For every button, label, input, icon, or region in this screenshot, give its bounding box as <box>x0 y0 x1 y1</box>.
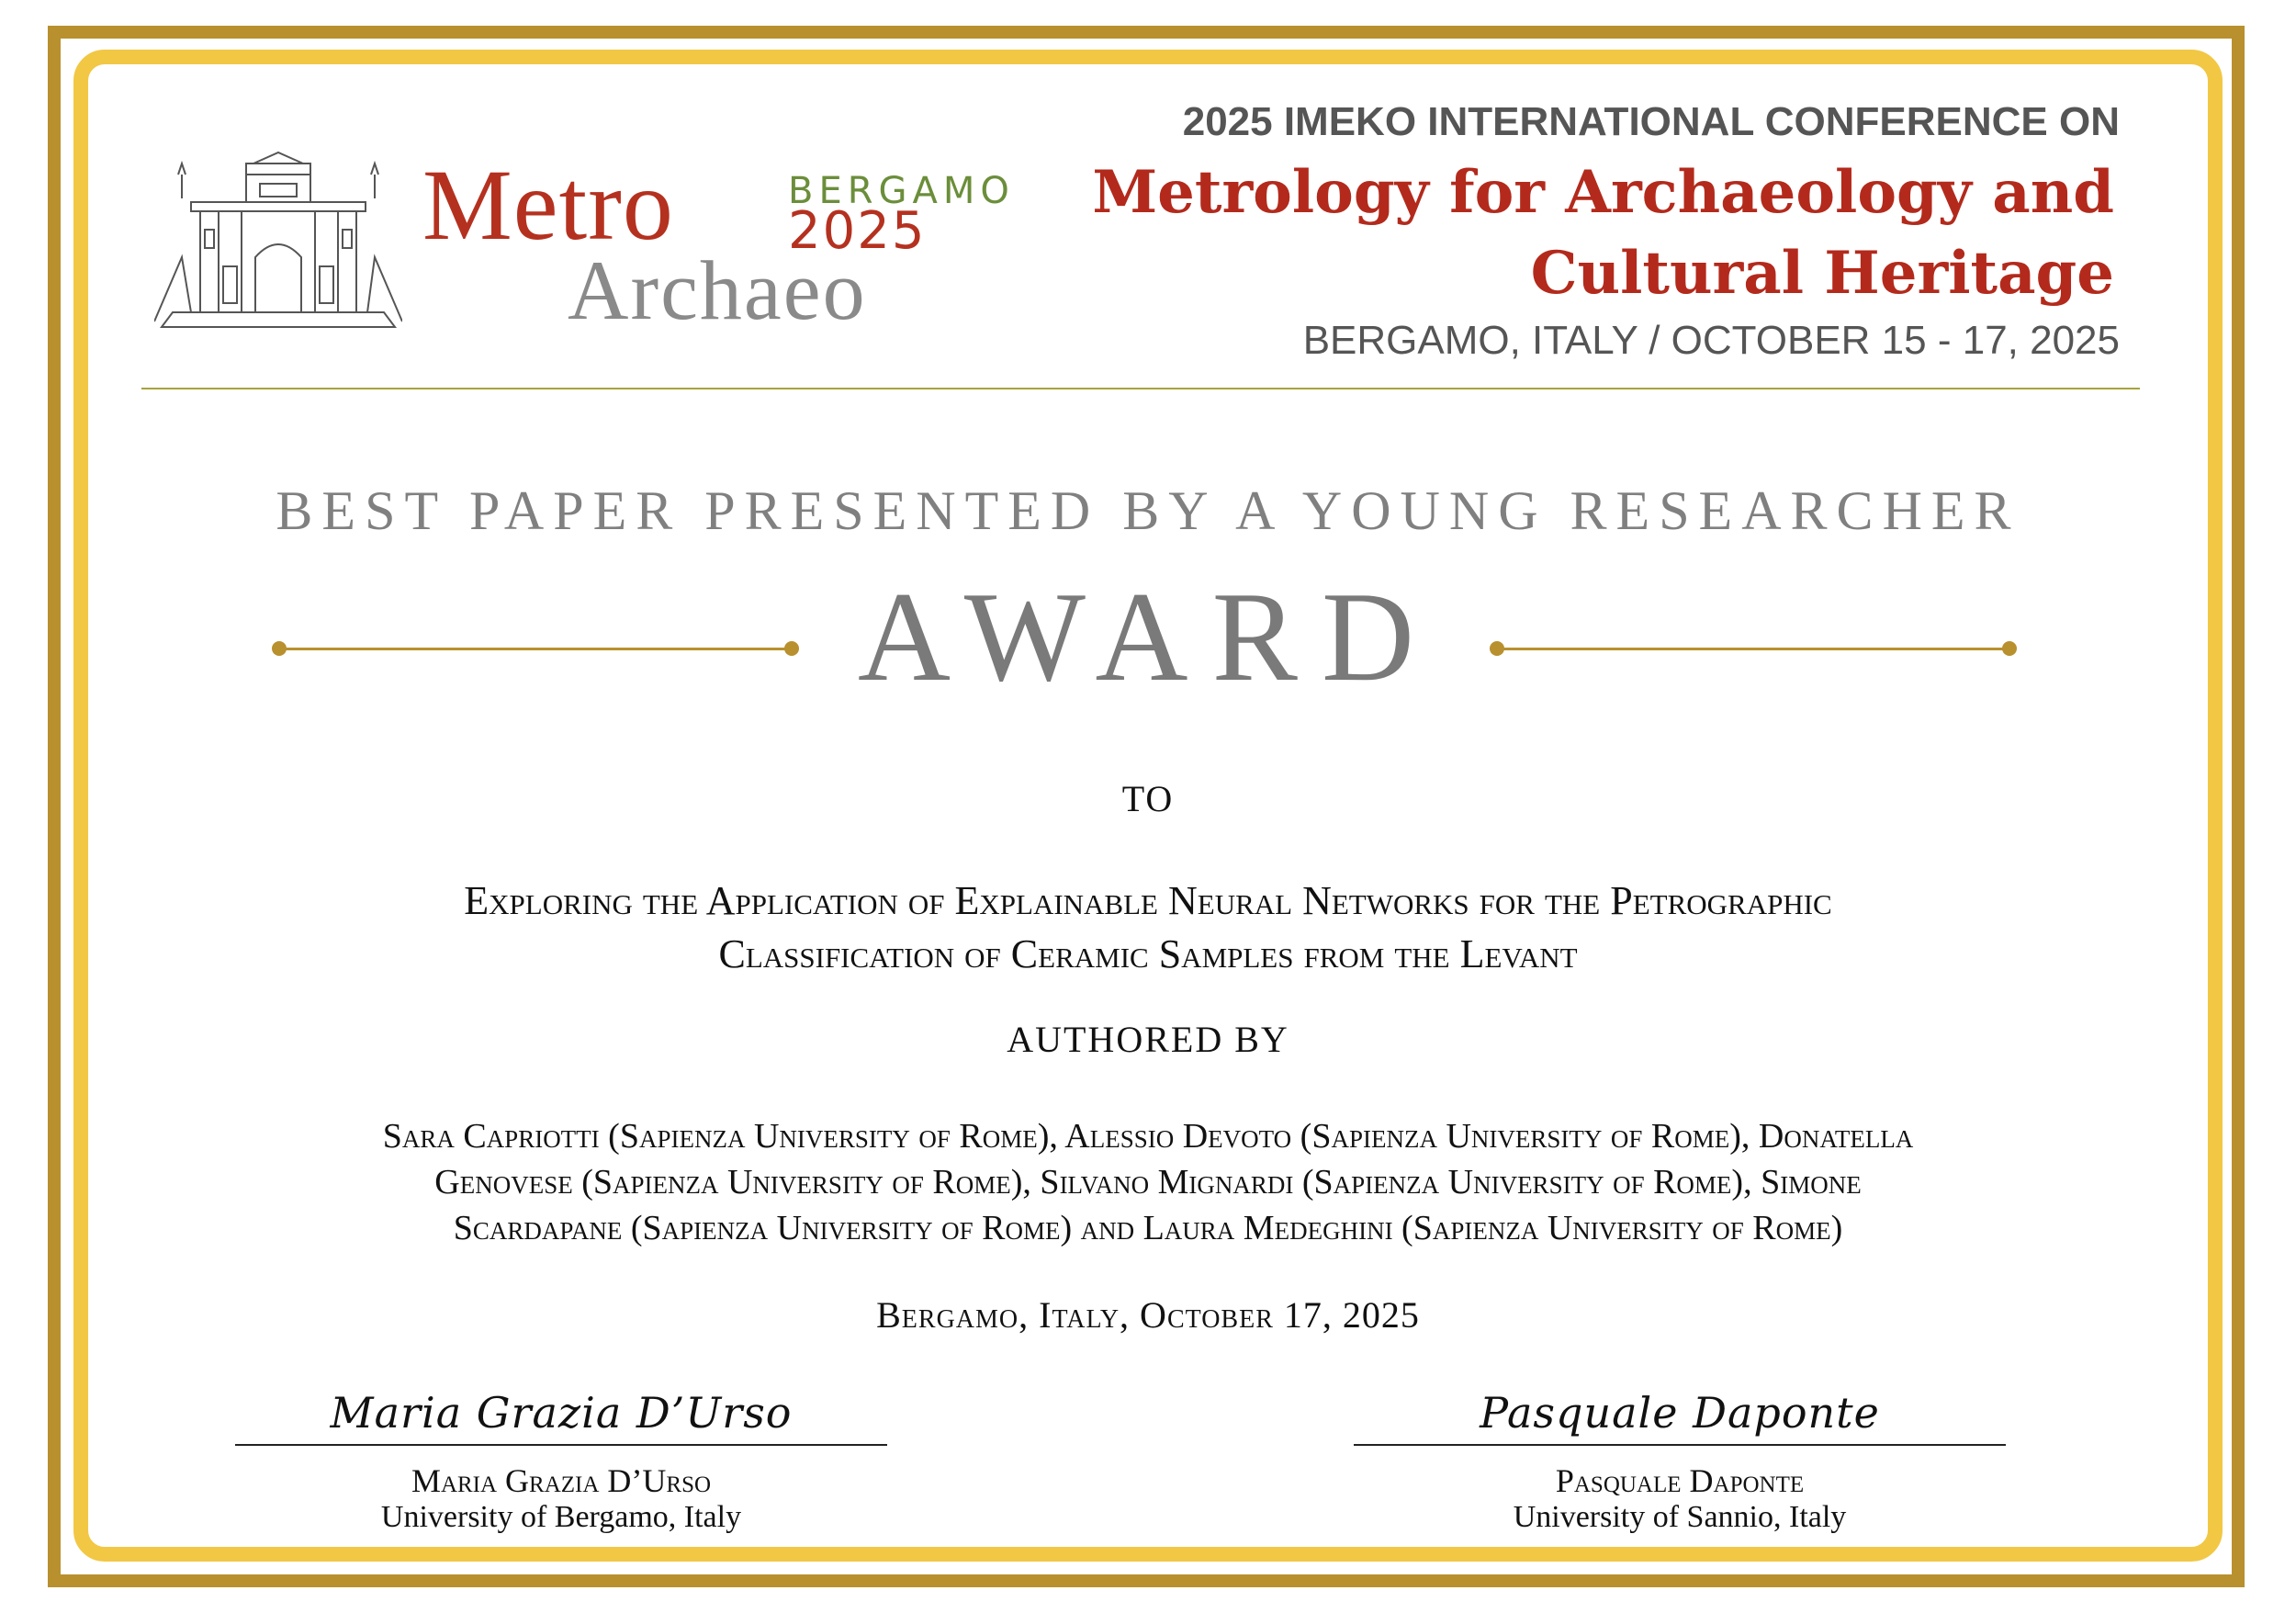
logo-archaeo-text: Archaeo <box>568 243 867 337</box>
authors-list <box>184 1113 2112 1251</box>
conference-heading: 2025 IMEKO INTERNATIONAL CONFERENCE ON <box>1182 99 2120 144</box>
handwritten-signature: Pasquale Daponte <box>1480 1388 1880 1438</box>
award-to-label: TO <box>1121 778 1175 819</box>
logo-year-text: 2025 <box>788 201 927 261</box>
signatory-affiliation: University of Bergamo, Italy <box>380 1500 742 1534</box>
paper-title-line-2: Classification of Ceramic Samples from the Levant <box>718 931 1578 976</box>
signature-line <box>235 1444 887 1446</box>
signature-line <box>1354 1444 2006 1446</box>
authors-line-3: Scardapane (Sapienza University of Rome) and Laura Medeghini (Sapienza University of Rome) <box>453 1209 1843 1247</box>
paper-title-line-1: Exploring the Application of Explainable Neural Networks for the Petrographic <box>464 878 1832 923</box>
conference-title <box>1058 152 2114 314</box>
paper-title <box>230 874 2066 981</box>
logo-bergamo-text: BERGAMO <box>788 170 1015 212</box>
conference-location-dates: BERGAMO, ITALY / OCTOBER 15 - 17, 2025 <box>1302 318 2120 363</box>
handwritten-signature: Maria Grazia D’Urso <box>330 1388 793 1438</box>
conference-title-line-2: Cultural Heritage <box>1530 239 2114 308</box>
signatory-name: Maria Grazia D’Urso <box>411 1462 712 1499</box>
place-and-date: Bergamo, Italy, October 17, 2025 <box>876 1294 1420 1336</box>
conference-title-line-1: Metrology for Archaeology and <box>1092 158 2114 227</box>
signature-block-left <box>235 1385 887 1536</box>
authored-by-label: AUTHORED BY <box>1007 1019 1289 1060</box>
signatory-affiliation: University of Sannio, Italy <box>1513 1500 1847 1534</box>
award-subtitle: BEST PAPER PRESENTED BY A YOUNG RESEARCHER <box>276 480 2020 541</box>
signatory-name: Pasquale Daponte <box>1555 1462 1805 1499</box>
award-title: AWARD <box>857 566 1439 708</box>
authors-line-2: Genovese (Sapienza University of Rome), Silvano Mignardi (Sapienza University of Rome), Simone <box>434 1163 1862 1201</box>
authors-line-1: Sara Capriotti (Sapienza University of Rome), Alessio Devoto (Sapienza University of Rome), Donatella <box>382 1117 1914 1156</box>
logo-metro-text: Metro <box>422 149 674 261</box>
signature-block-right <box>1354 1385 2006 1536</box>
header-divider <box>141 388 2140 389</box>
porta-san-giacomo-icon <box>154 147 402 331</box>
metroarchaeo-logo <box>154 147 1054 340</box>
